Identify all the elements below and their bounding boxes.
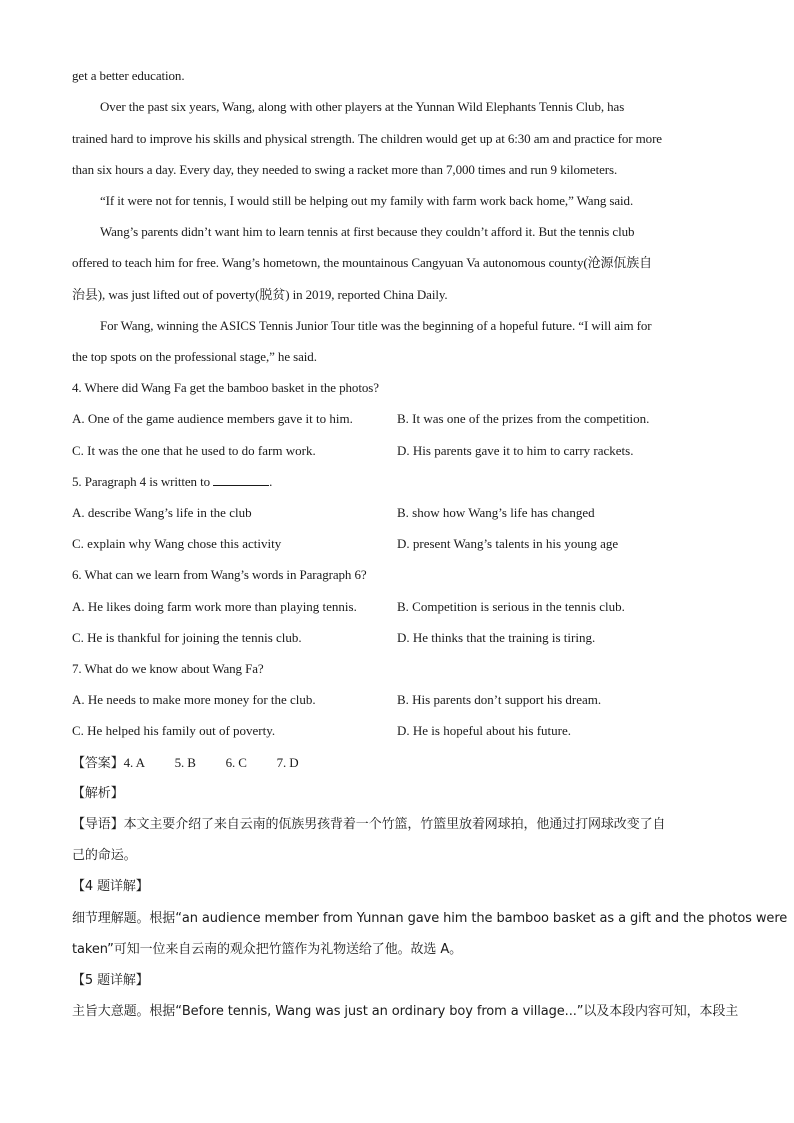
option-c: C. He helped his family out of poverty. <box>72 723 276 738</box>
passage-line: the top spots on the professional stage,” he said. <box>72 349 317 364</box>
option-d: D. present Wang’s talents in his young age <box>397 536 619 551</box>
passage-line: offered to teach him for free. Wang’s hometown, the mountainous Cangyuan Va autonomous county(沧源佤族自 <box>72 255 653 270</box>
q4-explanation: 细节理解题。根据“an audience member from Yunnan gave him the bamboo basket as a gift and the photos were <box>72 911 788 926</box>
option-a: A. He needs to make more money for the club. <box>72 692 316 707</box>
passage-line: “If it were not for tennis, I would still be helping out my family with farm work back home,” Wang said. <box>100 193 634 208</box>
analysis-heading: 【解析】 <box>72 786 124 801</box>
option-b: B. His parents don’t support his dream. <box>397 692 602 707</box>
option-b: B. It was one of the prizes from the competition. <box>397 411 650 426</box>
intro-line: 【导语】本文主要介绍了来自云南的佤族男孩背着一个竹篮，竹篮里放着网球拍，他通过打网球改变了自 <box>72 817 666 832</box>
q5-explanation: 主旨大意题。根据“Before tennis, Wang was just an ordinary boy from a village...”以及本段内容可知，本段主 <box>72 1004 739 1019</box>
answer-7: 7. D <box>276 755 299 770</box>
option-c: C. It was the one that he used to do farm work. <box>72 443 316 458</box>
option-d: D. He thinks that the training is tiring. <box>397 630 596 645</box>
option-a: A. One of the game audience members gave it to him. <box>72 411 353 426</box>
passage-line: Over the past six years, Wang, along with other players at the Yunnan Wild Elephants Tennis Club, has <box>100 99 625 114</box>
q5-heading: 【5 题详解】 <box>72 973 149 988</box>
answer-blank <box>213 474 269 486</box>
passage-line: 治县), was just lifted out of poverty(脱贫) in 2019, reported China Daily. <box>72 287 448 302</box>
passage-line: trained hard to improve his skills and physical strength. The children would get up at 6:30 am and practice for more <box>72 131 662 146</box>
question-stem: 4. Where did Wang Fa get the bamboo basket in the photos? <box>72 380 379 395</box>
option-c: C. explain why Wang chose this activity <box>72 536 282 551</box>
option-c: C. He is thankful for joining the tennis club. <box>72 630 302 645</box>
option-d: D. His parents gave it to him to carry rackets. <box>397 443 634 458</box>
answer-5: 5. B <box>174 755 196 770</box>
intro-line: 己的命运。 <box>72 848 137 863</box>
q4-explanation: taken”可知一位来自云南的观众把竹篮作为礼物送给了他。故选 A。 <box>72 942 463 957</box>
intro-label: 【导语】 <box>72 817 124 832</box>
passage-line: get a better education. <box>72 68 185 83</box>
passage-line: For Wang, winning the ASICS Tennis Junior Tour title was the beginning of a hopeful future. “I will aim for <box>100 318 652 333</box>
answer-6: 6. C <box>225 755 247 770</box>
question-stem: 7. What do we know about Wang Fa? <box>72 661 264 676</box>
answer-line <box>72 754 732 773</box>
passage-line: Wang’s parents didn’t want him to learn tennis at first because they couldn’t afford it. But the tennis club <box>100 224 635 239</box>
answer-4: 4. A <box>123 755 145 770</box>
passage-line: than six hours a day. Every day, they needed to swing a racket more than 7,000 times and run 9 kilometers. <box>72 162 618 177</box>
question-stem: 6. What can we learn from Wang’s words in Paragraph 6? <box>72 567 367 582</box>
option-b: B. show how Wang’s life has changed <box>397 505 595 520</box>
q4-heading: 【4 题详解】 <box>72 879 149 894</box>
question-stem: 5. Paragraph 4 is written to . <box>72 474 273 489</box>
option-a: A. describe Wang’s life in the club <box>72 505 252 520</box>
option-d: D. He is hopeful about his future. <box>397 723 572 738</box>
option-a: A. He likes doing farm work more than playing tennis. <box>72 599 357 614</box>
answer-label: 【答案】 <box>72 756 124 771</box>
option-b: B. Competition is serious in the tennis club. <box>397 599 625 614</box>
